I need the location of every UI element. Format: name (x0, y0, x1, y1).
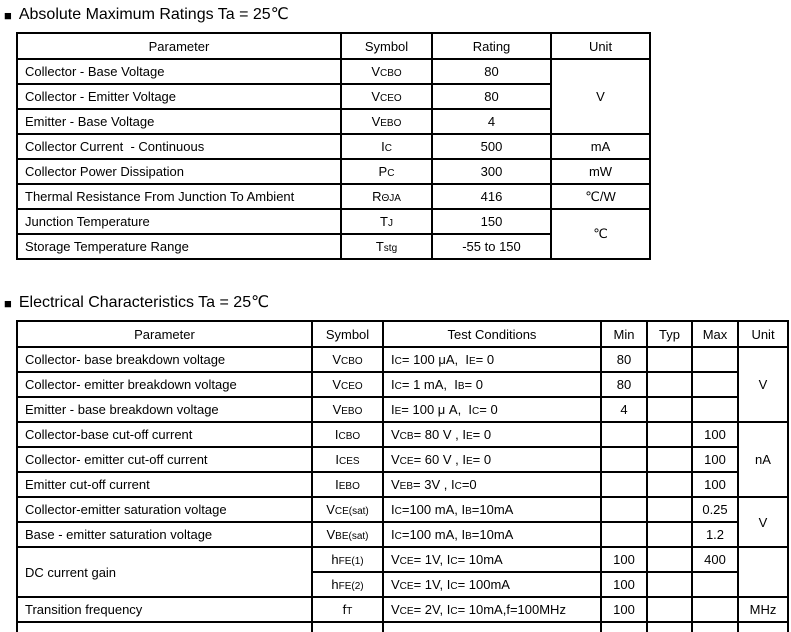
min-cell (601, 472, 647, 497)
section-title-text: Electrical Characteristics Ta = 25℃ (18, 294, 270, 311)
symbol-cell: Tstg (341, 234, 432, 259)
parameter-cell: Storage Temperature Range (17, 234, 341, 259)
unit-cell-voltage: V (551, 59, 650, 134)
min-cell: 100 (601, 547, 647, 572)
unit-cell-cutoff: nA (738, 422, 788, 497)
symbol-cell: IEBO (312, 472, 383, 497)
parameter-cell: Collector Power Dissipation (17, 159, 341, 184)
conditions-cell: VEB= 3V , IC=0 (383, 472, 601, 497)
unit-cell-temperature: ℃ (551, 209, 650, 259)
table-row (17, 597, 788, 622)
symbol-cell: RΘJA (341, 184, 432, 209)
conditions-cell: VCE= 1V, IC= 10mA (383, 547, 601, 572)
symbol-cell: VEBO (341, 109, 432, 134)
symbol-cell: hFE(2) (312, 572, 383, 597)
section-title-electrical-characteristics (4, 293, 791, 312)
col-header-unit: Unit (551, 33, 650, 59)
table-row (17, 522, 788, 547)
symbol-cell: TJ (341, 209, 432, 234)
col-header-unit: Unit (738, 321, 788, 347)
col-header-rating: Rating (432, 33, 551, 59)
rating-cell: 500 (432, 134, 551, 159)
col-header-parameter: Parameter (17, 321, 312, 347)
col-header-min: Min (601, 321, 647, 347)
typ-cell (647, 397, 692, 422)
electrical-characteristics-table (16, 320, 789, 632)
parameter-cell: Collector- base breakdown voltage (17, 347, 312, 372)
table-row (17, 422, 788, 447)
typ-cell (647, 372, 692, 397)
symbol-cell: VEBO (312, 397, 383, 422)
max-cell: 400 (692, 547, 738, 572)
min-cell: 80 (601, 347, 647, 372)
max-cell: 1.2 (692, 522, 738, 547)
symbol-cell: IC (341, 134, 432, 159)
symbol-cell-empty (312, 622, 383, 632)
conditions-cell: IC=100 mA, IB=10mA (383, 522, 601, 547)
electrical-characteristics-clip (0, 320, 791, 632)
max-cell: 100 (692, 447, 738, 472)
min-cell (601, 422, 647, 447)
table-row (17, 447, 788, 472)
unit-cell: MHz (738, 597, 788, 622)
cut-off-partial-row (17, 622, 788, 632)
symbol-cell: hFE(1) (312, 547, 383, 572)
parameter-cell: Collector - Emitter Voltage (17, 84, 341, 109)
min-cell: 100 (601, 572, 647, 597)
col-header-symbol: Symbol (312, 321, 383, 347)
conditions-cell: VCE= 60 V , IE= 0 (383, 447, 601, 472)
rating-cell: 4 (432, 109, 551, 134)
parameter-cell: Junction Temperature (17, 209, 341, 234)
parameter-cell: Transition frequency (17, 597, 312, 622)
parameter-cell: Collector - Base Voltage (17, 59, 341, 84)
rating-cell: 80 (432, 59, 551, 84)
section-title-text: Absolute Maximum Ratings Ta = 25℃ (18, 6, 289, 23)
typ-cell (647, 472, 692, 497)
typ-cell (647, 522, 692, 547)
unit-cell: ℃/W (551, 184, 650, 209)
max-cell: 100 (692, 472, 738, 497)
conditions-cell: VCE= 2V, IC= 10mA,f=100MHz (383, 597, 601, 622)
max-cell (692, 397, 738, 422)
table-row (17, 497, 788, 522)
table-row (17, 372, 788, 397)
typ-cell (647, 597, 692, 622)
section-title-absolute-maximum-ratings (4, 5, 791, 24)
parameter-cell: Thermal Resistance From Junction To Ambient (17, 184, 341, 209)
parameter-cell: Emitter - Base Voltage (17, 109, 341, 134)
unit-cell-breakdown: V (738, 347, 788, 422)
col-header-symbol: Symbol (341, 33, 432, 59)
unit-cell-gain-empty (738, 547, 788, 597)
rating-cell: 300 (432, 159, 551, 184)
symbol-cell: fT (312, 597, 383, 622)
min-cell: 80 (601, 372, 647, 397)
typ-cell (647, 497, 692, 522)
min-cell (601, 522, 647, 547)
min-cell: 100 (601, 597, 647, 622)
symbol-cell: VCBO (341, 59, 432, 84)
parameter-cell: Collector-emitter saturation voltage (17, 497, 312, 522)
max-cell-empty (692, 622, 738, 632)
header-row (17, 33, 650, 59)
max-cell (692, 572, 738, 597)
table-row (17, 134, 650, 159)
absolute-maximum-ratings-table (16, 32, 651, 260)
min-cell (601, 447, 647, 472)
conditions-cell: IC= 1 mA, IB= 0 (383, 372, 601, 397)
typ-cell-empty (647, 622, 692, 632)
parameter-cell: Collector- emitter breakdown voltage (17, 372, 312, 397)
unit-cell: mA (551, 134, 650, 159)
typ-cell (647, 347, 692, 372)
conditions-cell: IC=100 mA, IB=10mA (383, 497, 601, 522)
table-row (17, 59, 650, 84)
typ-cell (647, 547, 692, 572)
typ-cell (647, 572, 692, 597)
max-cell (692, 347, 738, 372)
symbol-cell: PC (341, 159, 432, 184)
header-row (17, 321, 788, 347)
conditions-cell-empty (383, 622, 601, 632)
parameter-cell-empty (17, 622, 312, 632)
parameter-cell: DC current gain (17, 547, 312, 597)
symbol-cell: VBE(sat) (312, 522, 383, 547)
section-bullet-icon: ■ (4, 296, 12, 311)
symbol-cell: VCEO (312, 372, 383, 397)
table-row (17, 347, 788, 372)
table-row (17, 397, 788, 422)
conditions-cell: IC= 100 μA, IE= 0 (383, 347, 601, 372)
typ-cell (647, 447, 692, 472)
parameter-cell: Collector-base cut-off current (17, 422, 312, 447)
parameter-cell: Emitter - base breakdown voltage (17, 397, 312, 422)
min-cell (601, 497, 647, 522)
conditions-cell: VCB= 80 V , IE= 0 (383, 422, 601, 447)
table-row (17, 184, 650, 209)
max-cell: 100 (692, 422, 738, 447)
rating-cell: 416 (432, 184, 551, 209)
parameter-cell: Base - emitter saturation voltage (17, 522, 312, 547)
section-bullet-icon: ■ (4, 8, 12, 23)
symbol-cell: ICBO (312, 422, 383, 447)
unit-cell: mW (551, 159, 650, 184)
rating-cell: -55 to 150 (432, 234, 551, 259)
rating-cell: 80 (432, 84, 551, 109)
symbol-cell: VCBO (312, 347, 383, 372)
symbol-cell: VCE(sat) (312, 497, 383, 522)
rating-cell: 150 (432, 209, 551, 234)
datasheet-page (0, 5, 791, 632)
max-cell (692, 372, 738, 397)
parameter-cell: Collector- emitter cut-off current (17, 447, 312, 472)
table-row (17, 472, 788, 497)
conditions-cell: VCE= 1V, IC= 100mA (383, 572, 601, 597)
col-header-typ: Typ (647, 321, 692, 347)
col-header-conditions: Test Conditions (383, 321, 601, 347)
table-row (17, 209, 650, 234)
symbol-cell: ICES (312, 447, 383, 472)
col-header-parameter: Parameter (17, 33, 341, 59)
unit-cell-empty (738, 622, 788, 632)
unit-cell-saturation: V (738, 497, 788, 547)
symbol-cell: VCEO (341, 84, 432, 109)
table-row (17, 159, 650, 184)
col-header-max: Max (692, 321, 738, 347)
parameter-cell: Emitter cut-off current (17, 472, 312, 497)
conditions-cell: IE= 100 μ A, IC= 0 (383, 397, 601, 422)
max-cell (692, 597, 738, 622)
parameter-cell: Collector Current - Continuous (17, 134, 341, 159)
min-cell-empty (601, 622, 647, 632)
table-row (17, 547, 788, 572)
typ-cell (647, 422, 692, 447)
min-cell: 4 (601, 397, 647, 422)
max-cell: 0.25 (692, 497, 738, 522)
